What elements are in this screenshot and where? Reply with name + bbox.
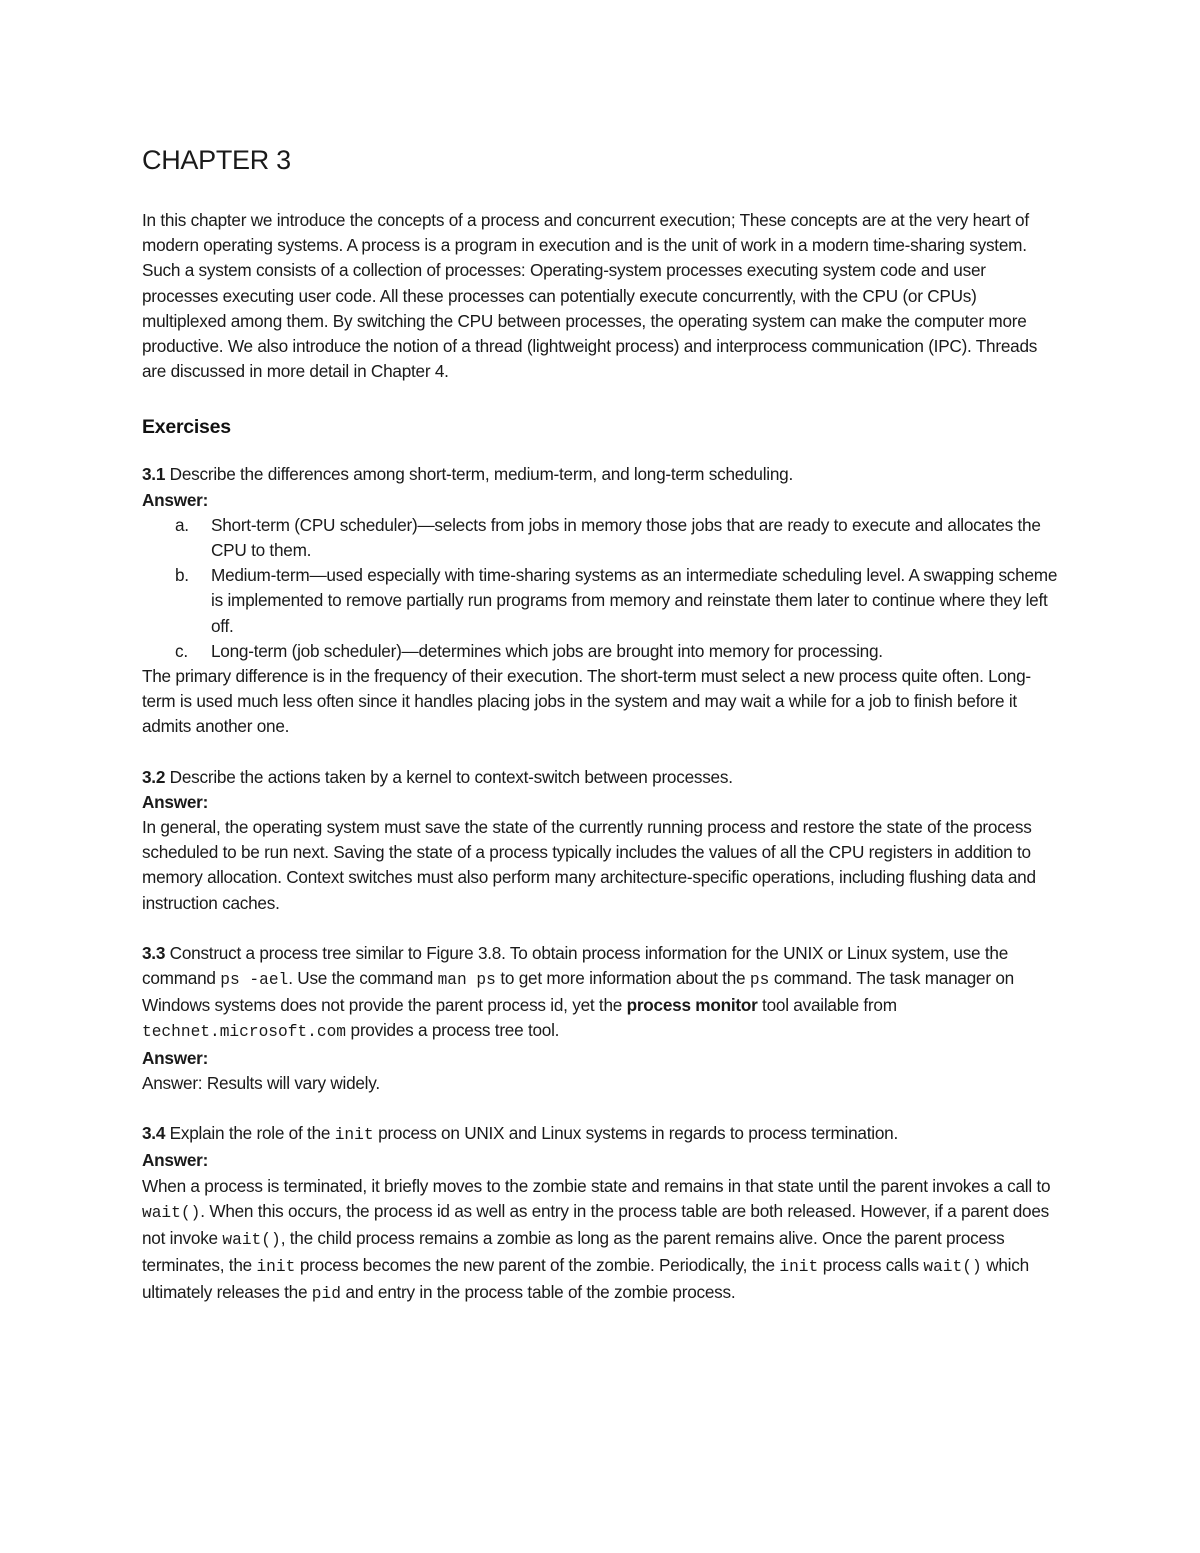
answer-label: Answer:	[142, 489, 209, 510]
list-item-text: Long-term (job scheduler)—determines which jobs are brought into memory for processing.	[211, 640, 883, 661]
answer-label: Answer:	[142, 1047, 209, 1068]
code-wait: wait()	[142, 1203, 201, 1222]
question-text: command. The task manager on Windows systems does not provide the parent process id, yet the	[142, 968, 1014, 1016]
answer-segment: , the child process remains a zombie as long as the parent remains alive. Once the parent process terminates, the	[142, 1227, 1005, 1276]
code-init: init	[256, 1258, 296, 1277]
answer-text: Answer: Results will vary widely.	[142, 1072, 380, 1093]
document-page	[142, 140, 1062, 1333]
list-marker: b.	[175, 565, 189, 586]
answer-segment: . When this occurs, the process id as well as entry in the process table are both released. However, if a parent does not invoke	[142, 1200, 1050, 1248]
question-text: to get more information about the	[495, 968, 750, 989]
answer-list	[142, 513, 1062, 664]
answer-segment: When a process is terminated, it briefly moves to the zombie state and remains in that state until the parent invokes a call to	[142, 1175, 1051, 1196]
question-text: Describe the actions taken by a kernel to context-switch between processes.	[165, 766, 733, 787]
question-text: tool available from	[757, 995, 897, 1016]
exercise-3-2	[142, 765, 1062, 916]
exercise-3-4	[142, 1121, 1062, 1307]
question-text: Describe the differences among short-term, medium-term, and long-term scheduling.	[165, 464, 793, 485]
list-item	[175, 639, 1062, 664]
code-init: init	[779, 1258, 819, 1277]
question-text: . Use the command	[288, 968, 438, 989]
process-monitor-term: process monitor	[626, 995, 758, 1016]
intro-paragraph: In this chapter we introduce the concepts of a process and concurrent execution; These concepts are at the very heart of modern operating systems. A process is a program in execution and is the unit of work in a modern time-sharing system. Such a system consists of a collection of processes: Operating-system processes executing system code and user processes executing user code. All these processes can potentially execute concurrently, with the CPU (or CPUs) multiplexed among them. By switching the CPU between processes, the operating system can make the computer more productive. We also introduce the notion of a thread (lightweight process) and interprocess communication (IPC). Threads are discussed in more detail in Chapter 4.	[142, 210, 1038, 382]
exercise-number: 3.3	[142, 942, 166, 963]
exercises-heading: Exercises	[142, 416, 231, 439]
exercise-question	[142, 462, 1062, 487]
code-ps-ael: ps -ael	[220, 971, 289, 990]
answer-label: Answer:	[142, 1150, 209, 1171]
code-url: technet.microsoft.com	[142, 1023, 346, 1042]
question-text: Construct a process tree similar to Figure 3.8. To obtain process information for the UNIX or Linux system, use the command	[142, 942, 1009, 989]
answer-summary: The primary difference is in the frequency of their execution. The short-term must select a new process quite often. Long-term is used much less often since it handles placing jobs in the system and may wait a while for a job to finish before it admits another one.	[142, 666, 1031, 737]
answer-text: In general, the operating system must save the state of the currently running process and restore the state of the process scheduled to be run next. Saving the state of a process typically includes the values of all the CPU registers in addition to memory allocation. Context switches must also perform many architecture-specific operations, including flushing data and instruction caches.	[142, 817, 1036, 913]
exercise-question	[142, 941, 1062, 1046]
code-pid: pid	[311, 1285, 341, 1304]
list-item	[175, 563, 1062, 639]
exercise-3-3	[142, 941, 1062, 1096]
exercise-3-1	[142, 462, 1062, 739]
list-item-text: Short-term (CPU scheduler)—selects from jobs in memory those jobs that are ready to execute and allocates the CPU to them.	[211, 514, 1041, 561]
answer-text	[142, 1174, 1062, 1308]
list-marker: c.	[175, 640, 188, 661]
code-wait: wait()	[923, 1258, 982, 1277]
answer-segment: which ultimately releases the	[142, 1255, 1029, 1303]
answer-segment: and entry in the process table of the zombie process.	[340, 1282, 736, 1303]
code-wait: wait()	[222, 1230, 281, 1249]
question-text: process on UNIX and Linux systems in regards to process termination.	[373, 1123, 898, 1144]
list-item-text: Medium-term—used especially with time-sharing systems as an intermediate scheduling level. A swapping scheme is implemented to remove partially run programs from memory and reinstate them later to continue where they left off.	[211, 565, 1058, 636]
answer-segment: process calls	[818, 1255, 924, 1276]
chapter-title: CHAPTER 3	[142, 145, 291, 175]
question-text: Explain the role of the	[165, 1123, 335, 1144]
exercise-number: 3.4	[142, 1123, 166, 1144]
exercise-number: 3.1	[142, 464, 166, 485]
exercise-question	[142, 765, 1062, 790]
exercise-question	[142, 1121, 1062, 1148]
answer-segment: process becomes the new parent of the zombie. Periodically, the	[295, 1255, 780, 1276]
question-text: provides a process tree tool.	[346, 1020, 560, 1041]
code-ps: ps	[749, 971, 770, 990]
list-marker: a.	[175, 514, 189, 535]
exercise-number: 3.2	[142, 766, 166, 787]
code-init: init	[334, 1126, 374, 1145]
list-item	[175, 513, 1062, 563]
code-man-ps: man ps	[437, 971, 496, 990]
answer-label: Answer:	[142, 791, 209, 812]
